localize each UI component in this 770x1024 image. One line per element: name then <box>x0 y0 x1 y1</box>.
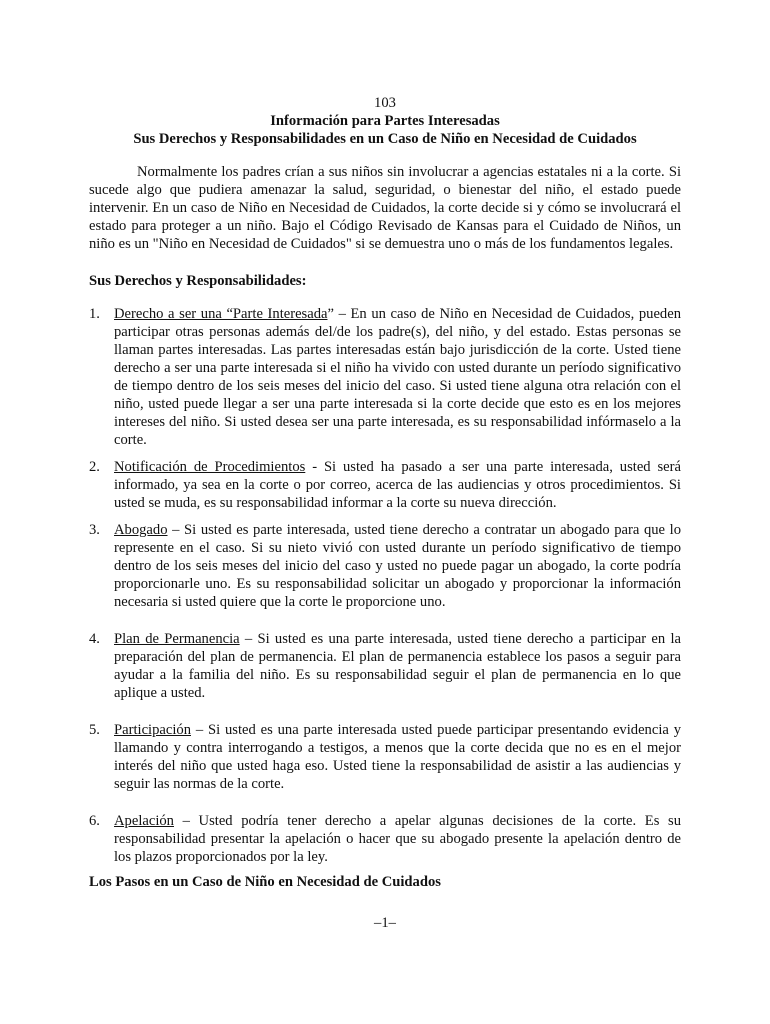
item-title: Notificación de Procedimientos <box>114 459 306 475</box>
item-title: Apelación <box>114 813 174 829</box>
item-title: Plan de Permanencia <box>114 631 240 647</box>
item-text: – Si usted es parte interesada, usted tiene derecho a contratar un abogado para que lo represente en el caso. Si su nieto vivió con usted durante un período significativo de tiempo dentro de los seis meses del inicio del caso y usted no puede pagar un abogado, la corte podría proporcionarle uno. Es su responsabilidad solicitar un abogado y proporcionar la información necesaria si usted quiere que la corte le proporcione uno. <box>114 522 681 610</box>
item-title: Derecho a ser una “Parte Interesada <box>114 306 328 322</box>
list-item <box>89 812 681 866</box>
list-item <box>89 721 681 793</box>
item-title: Abogado <box>114 522 168 538</box>
item-number: 3. <box>89 522 100 538</box>
item-text: – Si usted es una parte interesada usted puede participar presentando evidencia y llamando y contra interrogando a testigos, a menos que la corte decida que no es en el mejor interés del niño que usted haga eso. Usted tiene la responsabilidad de asistir a las audiencias y seguir las normas de la corte. <box>114 722 681 792</box>
item-text: - Si usted ha pasado a ser una parte interesada, usted será informado, ya sea en la corte o por correo, acerca de las audiencias y otros procedimientos. Si usted se muda, es su responsabilidad informar a la corte su nueva dirección. <box>114 459 681 511</box>
item-title: Participación <box>114 722 191 738</box>
page-footer-number: –1– <box>374 915 396 931</box>
item-number: 2. <box>89 459 100 475</box>
list-item <box>89 458 681 512</box>
list-item <box>89 305 681 449</box>
section-heading-steps: Los Pasos en un Caso de Niño en Necesidad de Cuidados <box>89 874 441 890</box>
item-text: – Usted podría tener derecho a apelar algunas decisiones de la corte. Es su responsabilidad presentar la apelación o hacer que su abogado presente la apelación dentro de los plazos proporcionados por la ley. <box>114 813 681 865</box>
item-text: – Si usted es una parte interesada, usted tiene derecho a participar en la preparación del plan de permanencia. El plan de permanencia establece los pasos a seguir para ayudar a la familia del niño. Es su responsabilidad seguir el plan de permanencia en lo que aplique a usted. <box>114 631 681 701</box>
item-number: 5. <box>89 722 100 738</box>
intro-paragraph: Normalmente los padres crían a sus niños sin involucrar a agencias estatales ni a la corte. Si sucede algo que pudiera amenazar la salud, seguridad, o bienestar del niño, el estado puede intervenir. En un caso de Niño en Necesidad de Cuidados, la corte decide si y cómo se involucrará el estado para proteger a un niño. Bajo el Código Revisado de Kansas para el Cuidado de Niños, un niño es un "Niño en Necesidad de Cuidados" si se demuestra uno o más de los fundamentos legales. <box>89 164 681 252</box>
item-text: ” – En un caso de Niño en Necesidad de Cuidados, pueden participar otras personas además del/de los padre(s), del niño, y del estado. Estas personas se llaman partes interesadas. Las partes interesadas están bajo jurisdicción de la corte. Usted tiene derecho a ser una parte interesada si el niño ha vivido con usted durante un período significativo de tiempo dentro de los seis meses del inicio del caso. Si usted tiene alguna otra relación con el niño, usted puede llegar a ser una parte interesada si la corte decide que esto es en los mejores intereses del niño. Si usted desea ser una parte interesada, es su responsabilidad infórmaselo a la corte. <box>114 306 681 448</box>
list-item <box>89 521 681 611</box>
document-title: Información para Partes Interesadas <box>270 113 500 129</box>
document-header <box>0 94 770 148</box>
list-item <box>89 630 681 702</box>
document-subtitle: Sus Derechos y Responsabilidades en un Caso de Niño en Necesidad de Cuidados <box>133 131 637 147</box>
item-number: 1. <box>89 306 100 322</box>
rights-list <box>89 305 681 866</box>
page-number-top: 103 <box>374 95 396 111</box>
section-heading-rights: Sus Derechos y Responsabilidades: <box>89 273 307 289</box>
item-number: 6. <box>89 813 100 829</box>
item-number: 4. <box>89 631 100 647</box>
